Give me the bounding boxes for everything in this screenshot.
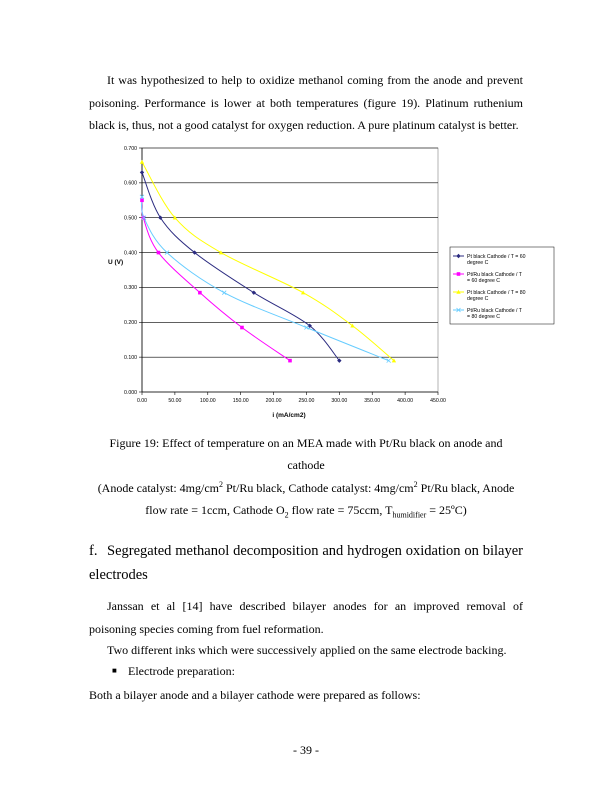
y-tick-label: 0.700 [124, 145, 137, 152]
series-line-2 [142, 200, 290, 360]
data-point-series-2 [140, 198, 144, 202]
data-point-series-4 [304, 326, 308, 330]
caption3-sup1: 2 [219, 480, 223, 489]
chart-axes [139, 148, 438, 395]
x-tick-label: 0.00 [136, 398, 148, 404]
caption3-part2: Pt/Ru black, Cathode catalyst: 4mg/cm [223, 481, 414, 495]
figure-caption-line1: Figure 19: Effect of temperature on an MEA made with Pt/Ru black on anode and [109, 436, 503, 450]
x-tick-label: 150.00 [232, 398, 249, 404]
y-tick-label: 0.200 [124, 320, 137, 327]
caption4-sub2: humidifier [392, 510, 427, 520]
legend-label-3: Pt black Cathode / T = 80 [467, 289, 526, 296]
body-paragraph-3: Both a bilayer anode and a bilayer cathode were prepared as follows: [89, 688, 421, 702]
chart-legend [450, 247, 554, 324]
figure-caption-line3 [89, 477, 523, 499]
figure-caption-line2: cathode [287, 458, 325, 472]
section-title: Segregated methanol decomposition and hydrogen oxidation on bilayer electrodes [89, 543, 523, 583]
legend-label-1: Pt black Cathode / T = 60 [467, 253, 526, 260]
legend-label-1-cont: degree C [467, 259, 489, 266]
y-tick-label: 0.600 [124, 180, 137, 187]
page-number: - 39 - [293, 743, 319, 757]
series-line-3 [142, 162, 394, 361]
y-tick-label: 0.100 [124, 354, 137, 361]
x-tick-label: 250.00 [298, 398, 315, 404]
x-tick-label: 50.00 [168, 398, 182, 404]
legend-label-4: Pt/Ru black Cathode / T [467, 307, 522, 314]
caption4-part3: = 25ºC) [426, 503, 467, 517]
x-tick-label: 350.00 [364, 398, 381, 404]
x-tick-labels [137, 398, 446, 404]
legend-label-2-cont: = 60 degree C [467, 277, 501, 284]
series-markers [140, 160, 396, 363]
data-point-series-2 [198, 291, 202, 295]
data-point-series-2 [240, 326, 244, 330]
legend-label-3-cont: degree C [467, 295, 489, 302]
data-point-series-3 [301, 290, 305, 294]
caption3-part3: Pt/Ru black, Anode [417, 481, 515, 495]
body-paragraph-1: Janssan et al [14] have described bilayer anodes for an improved removal of poisoning species coming from fuel reformation. [89, 599, 523, 636]
plot-area-frame [142, 148, 438, 392]
x-tick-label: 300.00 [331, 398, 348, 404]
series-lines [142, 162, 394, 361]
x-tick-label: 200.00 [265, 398, 282, 404]
figure-caption-line4 [89, 499, 523, 521]
caption3-sup2: 2 [413, 480, 418, 489]
y-tick-label: 0.500 [124, 215, 137, 222]
caption4-part1: flow rate = 1ccm, Cathode O [145, 503, 285, 517]
x-tick-label: 450.00 [430, 398, 446, 404]
x-axis-title: i (mA/cm2) [272, 412, 306, 419]
y-axis-title: U (V) [108, 259, 124, 266]
y-tick-label: 0.400 [124, 250, 137, 257]
section-label: f. [89, 543, 98, 559]
caption4-part2: flow rate = 75ccm, T [288, 503, 393, 517]
legend-label-2: Pt/Ru black Cathode / T [467, 271, 522, 278]
data-point-series-1 [140, 170, 144, 174]
figure-19-chart [100, 140, 560, 428]
y-tick-label: 0.000 [124, 389, 137, 396]
chart-gridlines [142, 148, 438, 392]
data-point-series-3 [140, 160, 144, 164]
bullet-text: Electrode preparation: [128, 664, 235, 678]
data-point-series-4 [387, 359, 391, 363]
legend-marker-2 [457, 272, 461, 276]
caption4-sub1: 2 [284, 510, 289, 520]
data-point-series-2 [157, 251, 161, 255]
data-point-series-4 [222, 291, 226, 295]
bullet-item [112, 662, 235, 680]
data-point-series-2 [288, 359, 292, 363]
data-point-series-2 [142, 216, 146, 220]
y-tick-labels [124, 146, 137, 396]
x-tick-label: 400.00 [397, 398, 414, 404]
y-tick-label: 0.300 [124, 285, 137, 292]
body-paragraph-2: Two different inks which were successively applied on the same electrode backing. [107, 643, 507, 657]
bullet-square-icon: ■ [112, 666, 117, 675]
caption3-part1: (Anode catalyst: 4mg/cm [97, 481, 219, 495]
legend-label-4-cont: = 80 degree C [467, 313, 501, 320]
intro-paragraph: It was hypothesized to help to oxidize methanol coming from the anode and prevent poisoning. Performance is lower at both temperatures (figure 19). Platinum ruthenium black is, thus, not a good catalyst for oxygen reduction. A pure platinum catalyst is better. [89, 73, 523, 132]
section-heading [89, 539, 523, 587]
x-tick-label: 100.00 [199, 398, 216, 404]
